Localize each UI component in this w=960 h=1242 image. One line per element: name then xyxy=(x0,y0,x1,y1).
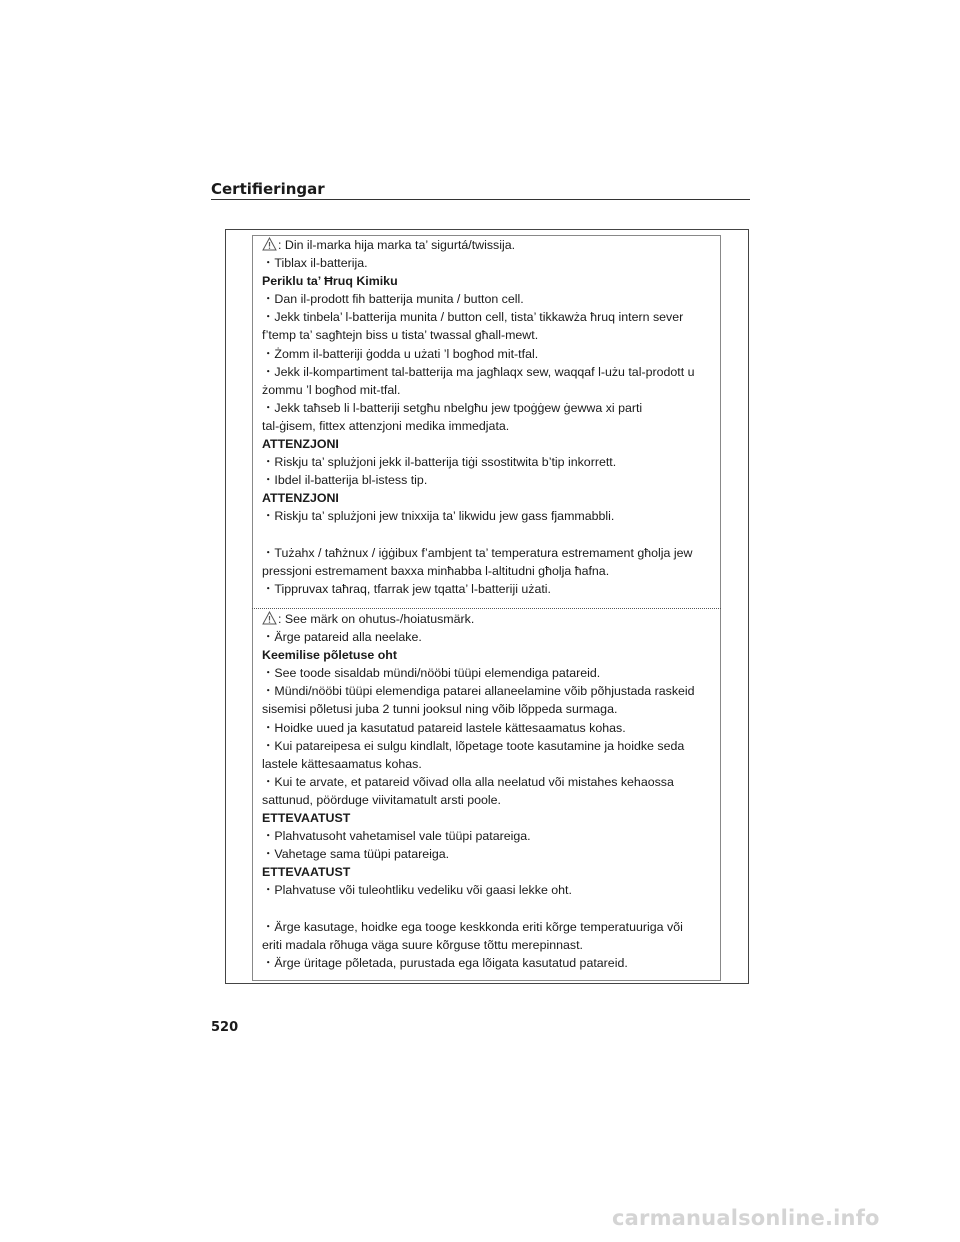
text-line: f’temp ta’ sagħtejn biss u tista’ twassal għall-mewt. xyxy=(262,328,539,343)
text-line: lastele kättesaamatus kohas. xyxy=(262,756,422,771)
text-line: pressjoni estremament baxxa minħabba l-altitudni għolja ħafna. xyxy=(262,563,610,578)
text-line: ・Tiblax il-batterija. xyxy=(262,256,368,271)
text-line: ・Żomm il-batteriji ġodda u użati ’l bogħod mit-tfal. xyxy=(262,346,539,361)
estonian-lines xyxy=(262,628,695,972)
text-line: ・See toode sisaldab mündi/nööbi tüüpi elemendiga patareid. xyxy=(262,666,601,681)
text-line: ・Kui te arvate, et patareid võivad olla alla neelatud või mistahes kehaossa xyxy=(262,774,674,789)
text-line: tal-ġisem, fittex attenzjoni medika immedjata. xyxy=(262,418,510,433)
text-line: ・Kui patareipesa ei sulgu kindlalt, lõpetage toote kasutamine ja hoidke seda xyxy=(262,738,685,753)
text-line: ・Dan il-prodott fih batterija munita / button cell. xyxy=(262,292,524,307)
text-line: eriti madala rõhuga väga suure kõrguse tõttu merepinnast. xyxy=(262,937,583,952)
maltese-lines xyxy=(262,254,695,598)
section-heading: ETTEVAATUST xyxy=(262,811,351,826)
text-line: ・Riskju ta’ splużjoni jekk il-batterija tiġi ssostitwita b’tip inkorrett. xyxy=(262,455,617,470)
text-line: ・Jekk il-kompartiment tal-batterija ma jagħlaqx sew, waqqaf l-użu tal-prodott u xyxy=(262,364,695,379)
estonian-warning-line xyxy=(262,610,695,628)
language-separator xyxy=(252,608,721,609)
blank-line xyxy=(262,526,695,544)
text-line: ・Plahvatuse või tuleohtliku vedeliku või gaasi lekke oht. xyxy=(262,883,572,898)
maltese-section xyxy=(262,236,695,598)
text-line: ・Mündi/nööbi tüüpi elemendiga patarei allaneelamine võib põhjustada raskeid xyxy=(262,684,695,699)
title-divider xyxy=(211,199,750,200)
text-line: ・Ärge patareid alla neelake. xyxy=(262,630,422,645)
estonian-warning-text: : See märk on ohutus-/hoiatusmärk. xyxy=(278,612,475,626)
section-heading: ETTEVAATUST xyxy=(262,865,351,880)
warning-triangle-icon xyxy=(262,237,277,251)
text-line: ・Ärge kasutage, hoidke ega tooge keskkonda eriti kõrge temperatuuriga või xyxy=(262,919,683,934)
text-line: ・Tippruvax taħraq, tfarrak jew tqatta’ l-batteriji użati. xyxy=(262,581,552,596)
maltese-warning-line xyxy=(262,236,695,254)
warning-triangle-icon xyxy=(262,611,277,625)
text-line: żommu ’l bogħod mit-tfal. xyxy=(262,382,401,397)
text-line: ・Hoidke uued ja kasutatud patareid lastele kättesaamatus kohas. xyxy=(262,720,626,735)
section-heading: Keemilise põletuse oht xyxy=(262,648,397,663)
section-heading: Periklu ta’ Ħruq Kimiku xyxy=(262,274,398,289)
watermark: carmanualsonline.info xyxy=(612,1206,880,1230)
section-heading: ATTENZJONI xyxy=(262,491,339,506)
text-line: ・Riskju ta’ splużjoni jew tnixxija ta’ likwidu jew gass fjammabbli. xyxy=(262,509,615,524)
page-number: 520 xyxy=(211,1020,239,1035)
text-line: ・Vahetage sama tüüpi patareiga. xyxy=(262,847,450,862)
text-line: sattunud, pöörduge viivitamatult arsti poole. xyxy=(262,792,502,807)
blank-line xyxy=(262,900,695,918)
maltese-warning-text: : Din il-marka hija marka ta’ sigurtá/twissija. xyxy=(278,238,516,252)
text-line: sisemisi põletusi juba 2 tunni jooksul ning võib lõppeda surmaga. xyxy=(262,702,618,717)
page-title: Certifieringar xyxy=(211,180,325,198)
text-line: ・Ärge üritage põletada, purustada ega lõigata kasutatud patareid. xyxy=(262,955,628,970)
estonian-section xyxy=(262,610,695,972)
section-heading: ATTENZJONI xyxy=(262,437,339,452)
text-line: ・Tużahx / taħżnux / iġġibux f’ambjent ta’ temperatura estremament għolja jew xyxy=(262,545,693,560)
text-line: ・Jekk taħseb li l-batteriji setgħu nbelgħu jew tpoġġew ġewwa xi parti xyxy=(262,400,643,415)
text-line: ・Jekk tinbela’ l-batterija munita / button cell, tista’ tikkawża ħruq intern sever xyxy=(262,310,684,325)
text-line: ・Ibdel il-batterija bl-istess tip. xyxy=(262,473,428,488)
text-line: ・Plahvatusoht vahetamisel vale tüüpi patareiga. xyxy=(262,829,531,844)
